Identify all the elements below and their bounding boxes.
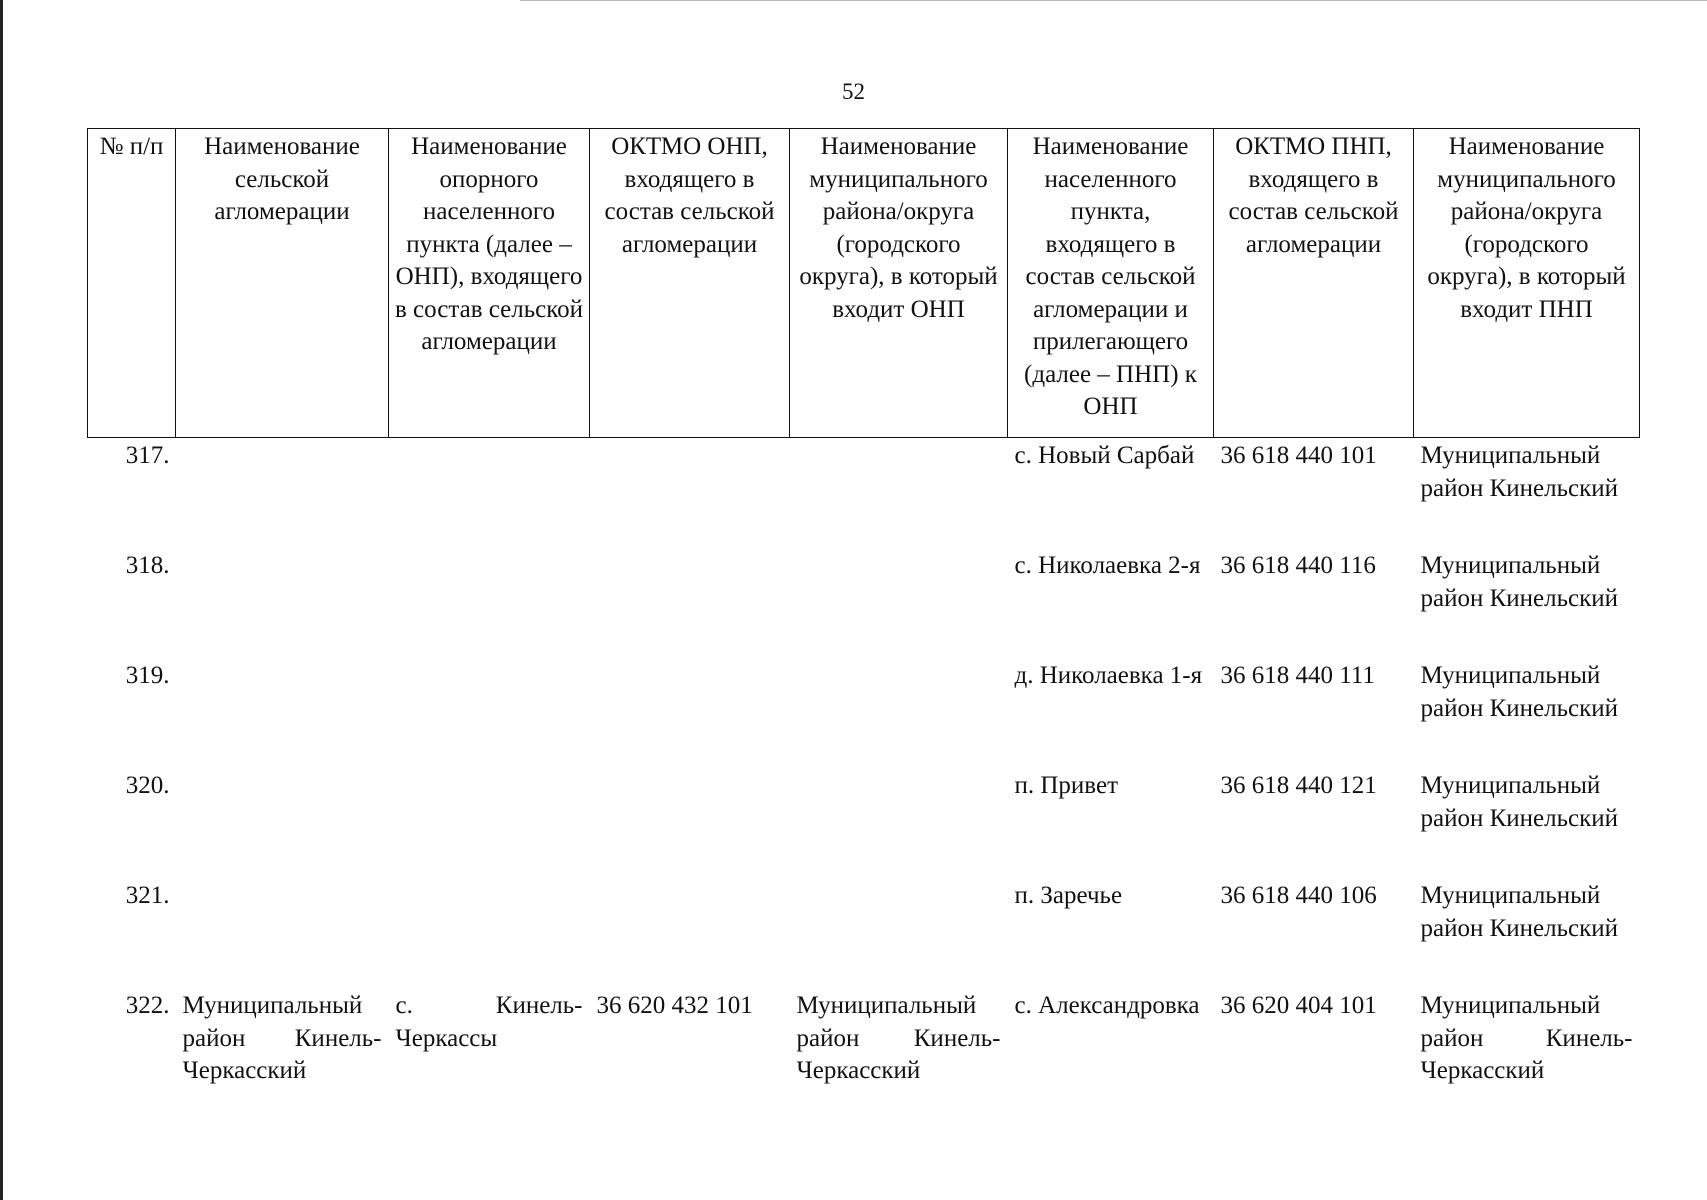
header-pnp-oktmo: ОКТМО ПНП, входящего в состав сельской агломерации bbox=[1214, 129, 1414, 438]
header-onp: Наименование опорного населенного пункта (далее – ОНП), входящего в состав сельской агломерации bbox=[389, 129, 590, 438]
table-row bbox=[88, 988, 1640, 1120]
pnp-name: п. Привет bbox=[1014, 772, 1118, 799]
row-number: 322. bbox=[125, 992, 170, 1019]
page-number: 52 bbox=[842, 79, 865, 104]
pnp-oktmo: 36 618 440 106 bbox=[1220, 882, 1377, 909]
header-onp-oktmo: ОКТМО ОНП, входящего в состав сельской агломерации bbox=[590, 129, 790, 438]
onp-oktmo bbox=[590, 548, 790, 658]
agglomeration-name bbox=[176, 548, 389, 658]
table-row bbox=[88, 768, 1640, 878]
onp-name bbox=[389, 438, 590, 549]
pnp-district: Муниципальный район Кинельский bbox=[1420, 442, 1619, 502]
table-row bbox=[88, 878, 1640, 988]
onp-district: Муниципальный район Кинель-Черкасский bbox=[796, 992, 1001, 1084]
onp-district bbox=[790, 658, 1008, 768]
agglomeration-name bbox=[176, 878, 389, 988]
pnp-district: Муниципальный район Кинельский bbox=[1420, 882, 1619, 942]
table-row bbox=[88, 548, 1640, 658]
agglomeration-name: Муниципальный район Кинель-Черкасский bbox=[182, 992, 382, 1084]
agglomeration-name bbox=[176, 438, 389, 549]
onp-district bbox=[790, 768, 1008, 878]
agglomeration-name bbox=[176, 658, 389, 768]
pnp-district: Муниципальный район Кинельский bbox=[1420, 552, 1619, 612]
header-number: № п/п bbox=[88, 129, 176, 438]
onp-name bbox=[389, 768, 590, 878]
header-pnp: Наименование населенного пункта, входящего в состав сельской агломерации и прилегающего (далее – ПНП) к ОНП bbox=[1008, 129, 1214, 438]
row-number: 321. bbox=[125, 882, 170, 909]
pnp-oktmo: 36 618 440 116 bbox=[1220, 552, 1376, 579]
header-onp-district: Наименование муниципального района/округа (городского округа), в который входит ОНП bbox=[790, 129, 1008, 438]
pnp-name: д. Николаевка 1-я bbox=[1014, 662, 1203, 689]
onp-name: с. Кинель-Черкассы bbox=[395, 992, 583, 1052]
pnp-name: с. Николаевка 2-я bbox=[1014, 552, 1201, 579]
page-left-edge bbox=[0, 0, 3, 1200]
pnp-district: Муниципальный район Кинельский bbox=[1420, 662, 1619, 722]
pnp-name: с. Александровка bbox=[1014, 992, 1200, 1019]
pnp-name: п. Заречье bbox=[1014, 882, 1123, 909]
header-agglomeration: Наименование сельской агломерации bbox=[176, 129, 389, 438]
onp-district bbox=[790, 438, 1008, 549]
row-number: 317. bbox=[125, 442, 170, 469]
onp-name bbox=[389, 878, 590, 988]
pnp-district: Муниципальный район Кинель-Черкасский bbox=[1420, 992, 1633, 1084]
onp-oktmo bbox=[590, 658, 790, 768]
onp-district bbox=[790, 878, 1008, 988]
onp-name bbox=[389, 658, 590, 768]
table-header-row bbox=[88, 129, 1640, 438]
onp-district bbox=[790, 548, 1008, 658]
pnp-oktmo: 36 620 404 101 bbox=[1220, 992, 1377, 1019]
onp-oktmo bbox=[590, 768, 790, 878]
row-number: 318. bbox=[125, 552, 170, 579]
row-number: 320. bbox=[125, 772, 170, 799]
pnp-oktmo: 36 618 440 121 bbox=[1220, 772, 1377, 799]
onp-name bbox=[389, 548, 590, 658]
table-row bbox=[88, 658, 1640, 768]
page-top-edge bbox=[520, 0, 1707, 1]
onp-oktmo bbox=[590, 878, 790, 988]
row-number: 319. bbox=[125, 662, 170, 689]
table-row bbox=[88, 438, 1640, 549]
pnp-name: с. Новый Сарбай bbox=[1014, 442, 1195, 469]
agglomeration-table bbox=[87, 128, 1640, 1120]
onp-oktmo bbox=[590, 438, 790, 549]
agglomeration-name bbox=[176, 768, 389, 878]
pnp-district: Муниципальный район Кинельский bbox=[1420, 772, 1619, 832]
pnp-oktmo: 36 618 440 101 bbox=[1220, 442, 1377, 469]
header-pnp-district: Наименование муниципального района/округа (городского округа), в который входит ПНП bbox=[1414, 129, 1640, 438]
onp-oktmo: 36 620 432 101 bbox=[596, 992, 753, 1019]
pnp-oktmo: 36 618 440 111 bbox=[1220, 662, 1375, 689]
